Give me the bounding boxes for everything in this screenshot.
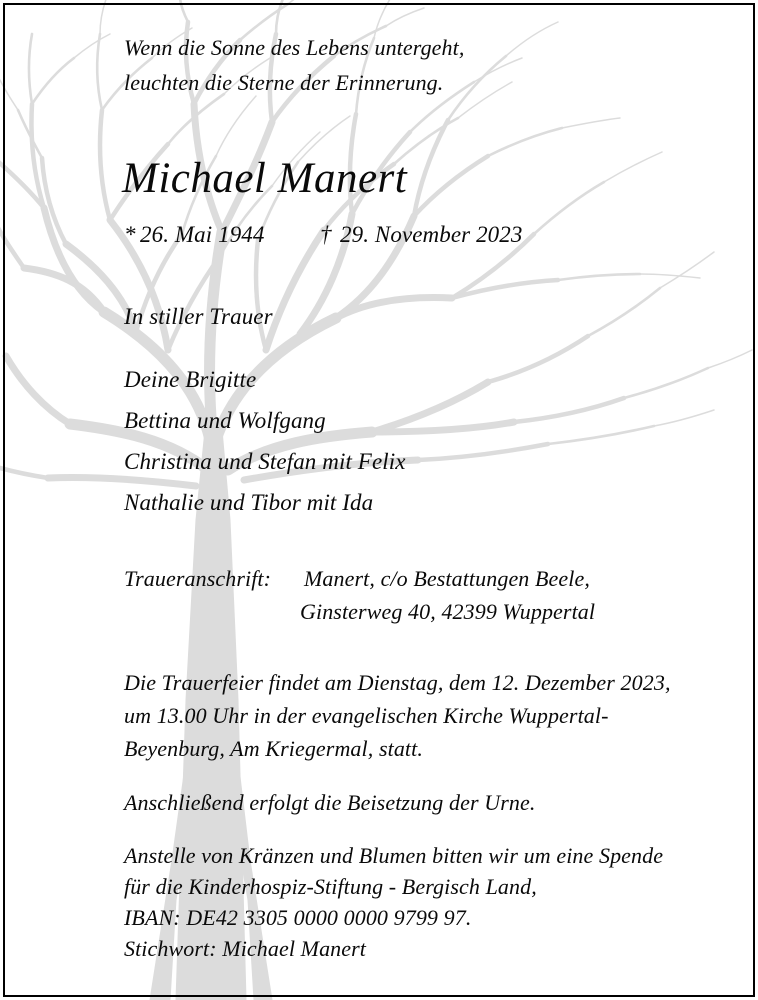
motto-line-2: leuchten die Sterne der Erinnerung. xyxy=(124,70,444,95)
family-member-4: Nathalie und Tibor mit Ida xyxy=(124,490,374,515)
deceased-name: Michael Manert xyxy=(122,155,408,202)
death-symbol: † xyxy=(320,222,332,247)
service-line-1: Die Trauerfeier findet am Dienstag, dem 12. Dezember 2023, xyxy=(124,670,671,695)
mourning-lead: In stiller Trauer xyxy=(124,304,273,329)
donation-line-2: für die Kinderhospiz-Stiftung - Bergisch Land, xyxy=(124,874,537,899)
service-line-2: um 13.00 Uhr in der evangelischen Kirche Wuppertal- xyxy=(124,703,609,728)
service-line-3: Beyenburg, Am Kriegermal, statt. xyxy=(124,736,423,761)
address-line-2: Ginsterweg 40, 42399 Wuppertal xyxy=(300,599,596,624)
family-member-1: Deine Brigitte xyxy=(124,367,257,392)
donation-line-1: Anstelle von Kränzen und Blumen bitten wir um eine Spende xyxy=(124,843,664,868)
address-line-1: Manert, c/o Bestattungen Beele, xyxy=(304,566,590,591)
donation-line-3: IBAN: DE42 3305 0000 0000 9799 97. xyxy=(124,905,472,930)
donation-line-4: Stichwort: Michael Manert xyxy=(124,936,367,961)
family-member-3: Christina und Stefan mit Felix xyxy=(124,449,406,474)
death-date: 29. November 2023 xyxy=(340,222,523,247)
burial-note: Anschließend erfolgt die Beisetzung der Urne. xyxy=(124,790,536,815)
birth-symbol: * xyxy=(124,222,136,247)
address-label: Traueranschrift: xyxy=(124,566,272,591)
motto-line-1: Wenn die Sonne des Lebens untergeht, xyxy=(124,35,465,60)
family-member-2: Bettina und Wolfgang xyxy=(124,408,326,433)
birth-date: 26. Mai 1944 xyxy=(140,222,265,247)
